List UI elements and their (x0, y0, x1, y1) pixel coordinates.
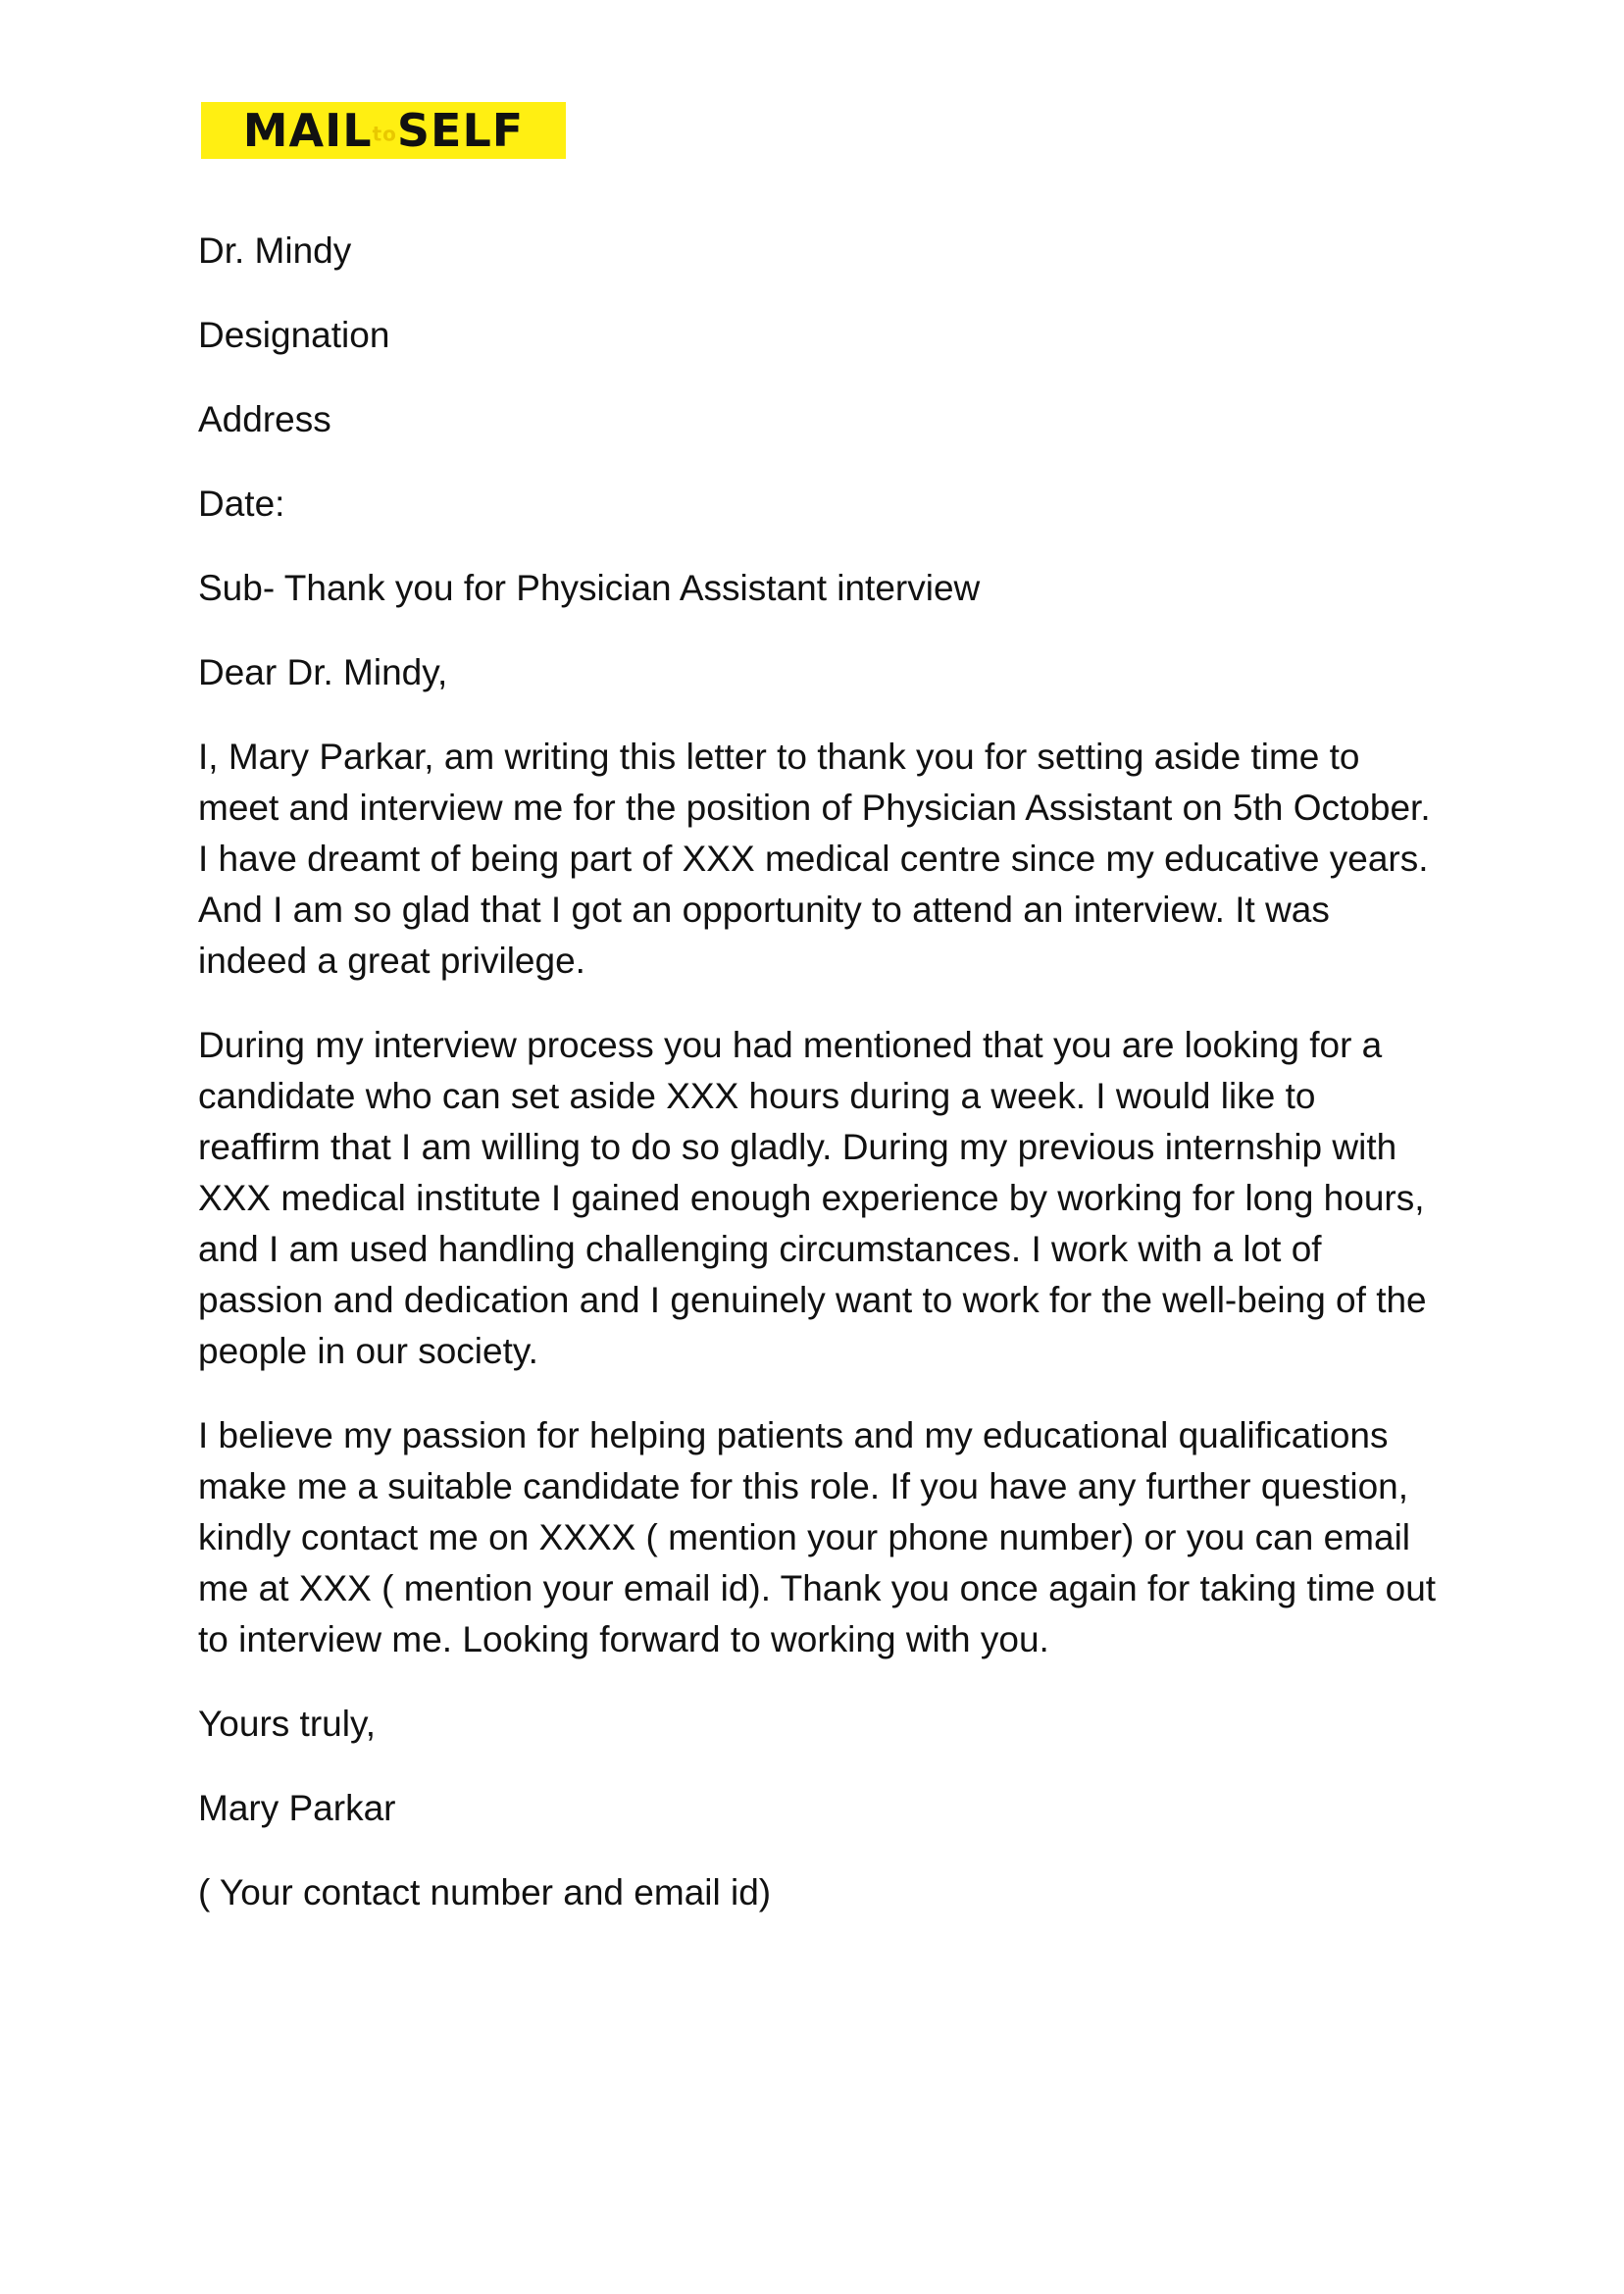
recipient-designation: Designation (198, 315, 390, 355)
sender-name: Mary Parkar (198, 1788, 396, 1828)
sender-contact: ( Your contact number and email id) (198, 1872, 772, 1912)
logo-part-mail: MAIL (242, 104, 373, 157)
logo-part-to: to (372, 122, 397, 146)
logo-part-self: SELF (396, 104, 525, 157)
logo-text (242, 104, 525, 157)
body-paragraph-2: During my interview process you had mentioned that you are looking for a candidate who can set aside XXX hours during a week. I would like to reaffirm that I am willing to do so gladly. During my previous internship with XXX medical institute I gained enough experience by working for long hours, and I am used handling challenging circumstances. I work with a lot of passion and dedication and I genuinely want to work for the well-being of the people in our society. (198, 1025, 1427, 1371)
date-label: Date: (198, 484, 285, 524)
body-paragraph-1: I, Mary Parkar, am writing this letter to thank you for setting aside time to meet and interview me for the position of Physician Assistant on 5th October. I have dreamt of being part of XXX medical centre since my educative years. And I am so glad that I got an opportunity to attend an interview. It was indeed a great privilege. (198, 737, 1431, 981)
mailtoself-logo (201, 102, 566, 159)
letter-body (198, 226, 1444, 1952)
subject-line: Sub- Thank you for Physician Assistant interview (198, 568, 981, 608)
recipient-name: Dr. Mindy (198, 230, 352, 271)
salutation: Dear Dr. Mindy, (198, 652, 448, 692)
recipient-address: Address (198, 399, 331, 439)
closing: Yours truly, (198, 1704, 376, 1744)
body-paragraph-3: I believe my passion for helping patients and my educational qualifications make me a suitable candidate for this role. If you have any further question, kindly contact me on XXXX ( mention your phone number) or you can email me at XXX ( mention your email id). Thank you once again for taking time out to interview me. Looking forward to working with you. (198, 1415, 1437, 1659)
